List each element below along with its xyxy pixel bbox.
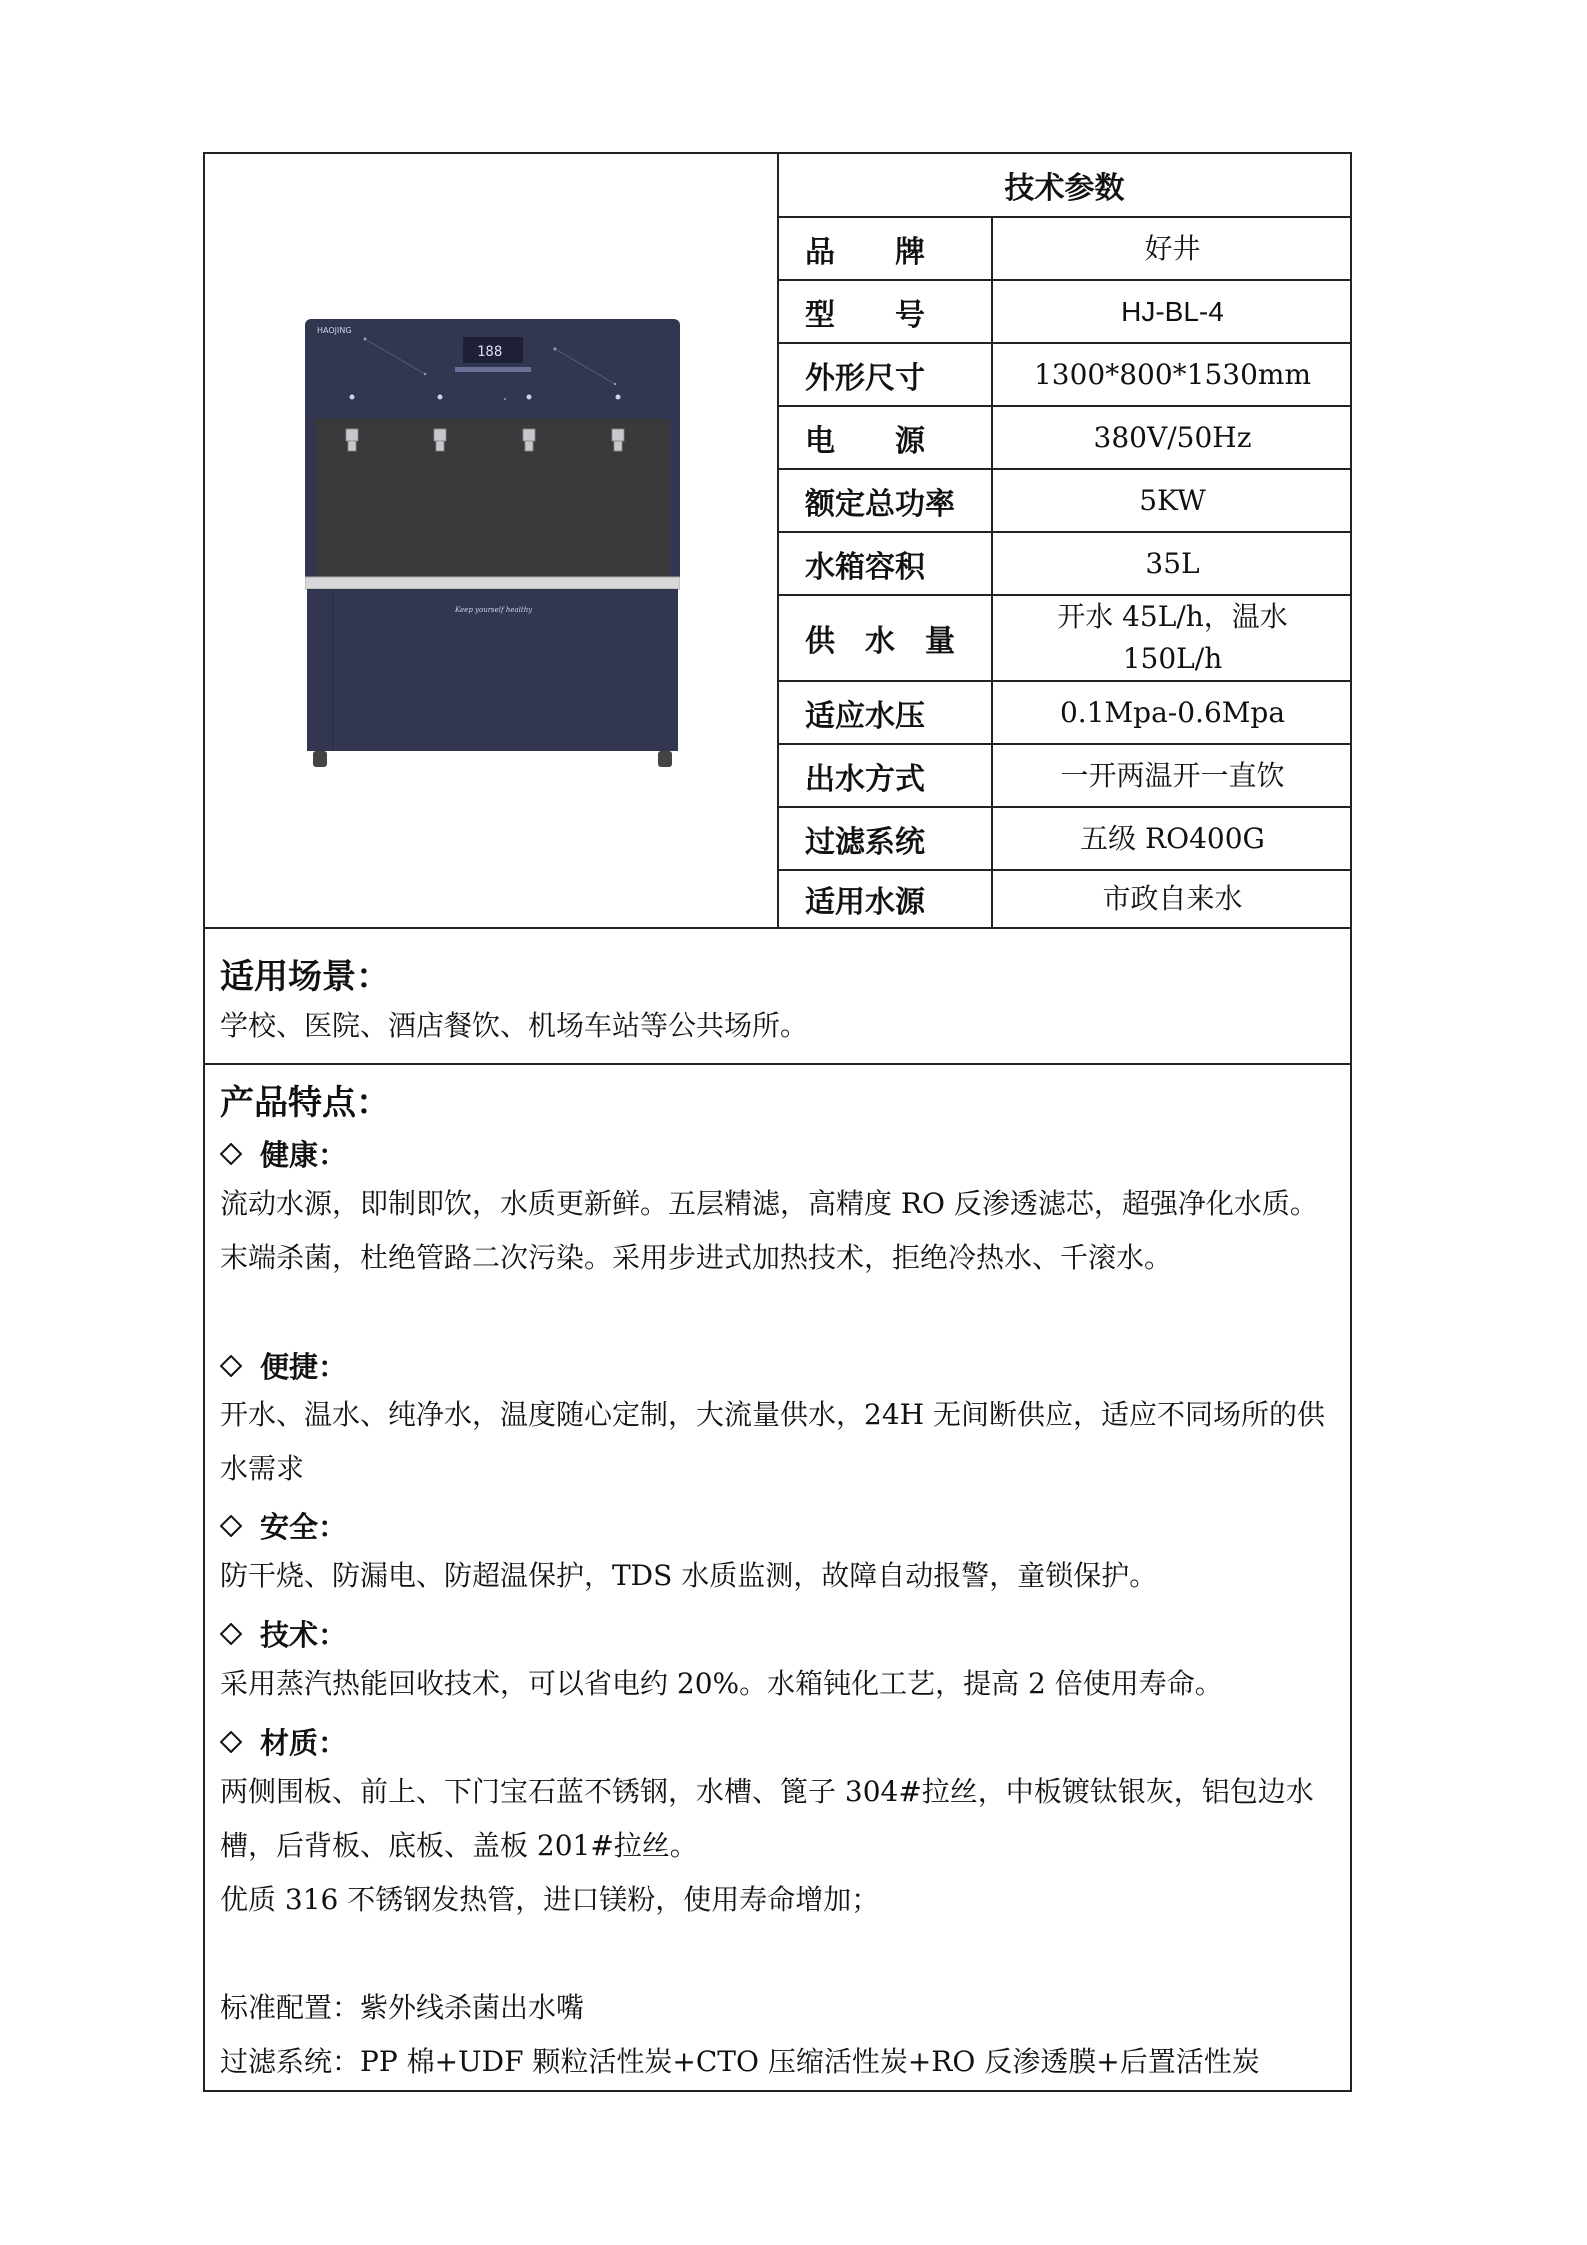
spec-label: 出水方式 [805,761,925,797]
spec-row [779,470,1350,533]
features-section [205,1065,1350,2090]
spec-value: 380V/50Hz [1093,420,1252,454]
feature-heading: 材质： [220,1721,347,1762]
feature-text: 两侧围板、前上、下门宝石蓝不锈钢，水槽、篦子 304#拉丝，中板镀钛银灰，铝包边水槽，后背板、底板、盖板 201#拉丝。 [220,1775,1314,1862]
spec-label: 过滤系统 [805,824,925,860]
spec-label: 品 牌 [805,234,925,270]
product-spec-sheet [203,152,1352,2092]
feature-heading: 技术： [220,1613,347,1654]
feature-extra-line: 优质 316 不锈钢发热管，进口镁粉，使用寿命增加； [220,1883,880,1916]
spec-value: HJ-BL-4 [1121,295,1224,327]
spec-row [779,533,1350,596]
spec-row [779,407,1350,470]
spec-value: 市政自来水 [1102,882,1243,915]
faucet-4 [612,429,624,441]
spec-label: 供 水 量 [805,624,955,659]
spec-label: 外形尺寸 [805,360,925,396]
spec-label: 适用水源 [805,885,925,920]
diamond-icon [220,1143,242,1165]
drip-tray [305,577,680,589]
water-dispenser-image [305,319,680,769]
faucet-3 [523,429,535,441]
spec-value: 0.1Mpa-0.6Mpa [1059,695,1286,729]
dispenser-display: 188 [477,344,503,360]
feature-text: 防干烧、防漏电、防超温保护，TDS 水质监测，故障自动报警，童锁保护。 [220,1559,1158,1592]
features-title: 产品特点： [220,1083,390,1123]
spec-table [779,154,1350,927]
standard-config: 标准配置：紫外线杀菌出水嘴 [220,1991,585,2024]
filter-system: 过滤系统：PP 棉+UDF 颗粒活性炭+CTO 压缩活性炭+RO 反渗透膜+后置活性炭 [220,2045,1260,2078]
spec-value: 五级 RO400G [1080,821,1265,855]
feature-text: 采用蒸汽热能回收技术，可以省电约 20%。水箱钝化工艺，提高 2 倍使用寿命。 [220,1667,1223,1700]
spec-label: 额定总功率 [805,486,955,522]
spec-value: 一开两温开一直饮 [1060,758,1285,792]
scenarios-text: 学校、医院、酒店餐饮、机场车站等公共场所。 [220,1009,809,1042]
spec-value: 开水 45L/h，温水 150L/h [1057,600,1288,675]
spec-label: 型 号 [805,297,925,333]
spec-row [779,682,1350,745]
feature-heading: 健康： [220,1133,347,1174]
spec-row [779,596,1350,682]
feature-text: 开水、温水、纯净水，温度随心定制，大流量供水，24H 无间断供应，适应不同场所的供水需求 [220,1398,1325,1485]
diamond-icon [220,1623,242,1645]
spec-row [779,808,1350,871]
spec-label: 水箱容积 [805,549,925,585]
spec-label: 适应水压 [805,698,925,734]
spec-value: 5KW [1139,483,1206,517]
spec-row [779,281,1350,344]
feature-heading: 便捷： [220,1345,347,1386]
top-section [205,154,1350,929]
spec-label: 电 源 [805,423,925,459]
spec-value: 35L [1145,546,1200,580]
spec-row [779,218,1350,281]
product-image-cell [205,154,779,927]
feature-heading: 安全： [220,1505,347,1546]
diamond-icon [220,1515,242,1537]
diamond-icon [220,1731,242,1753]
scenarios-title: 适用场景： [220,957,390,997]
spec-row [779,871,1350,927]
spec-value: 好井 [1144,231,1201,265]
spec-row [779,344,1350,407]
scenarios-section [205,929,1350,1065]
brand-mark: HAOJING [317,326,352,335]
spec-value: 1300*800*1530mm [1033,357,1312,391]
spec-table-title: 技术参数 [779,154,1350,218]
faucet-2 [434,429,446,441]
feature-text: 流动水源，即制即饮，水质更新鲜。五层精滤，高精度 RO 反渗透滤芯，超强净化水质。末端杀菌，杜绝管路二次污染。采用步进式加热技术，拒绝冷热水、千滚水。 [220,1187,1318,1274]
dispenser-slogan: Keep yourself healthy [455,606,533,614]
spec-row [779,745,1350,808]
faucet-1 [346,429,358,441]
diamond-icon [220,1355,242,1377]
